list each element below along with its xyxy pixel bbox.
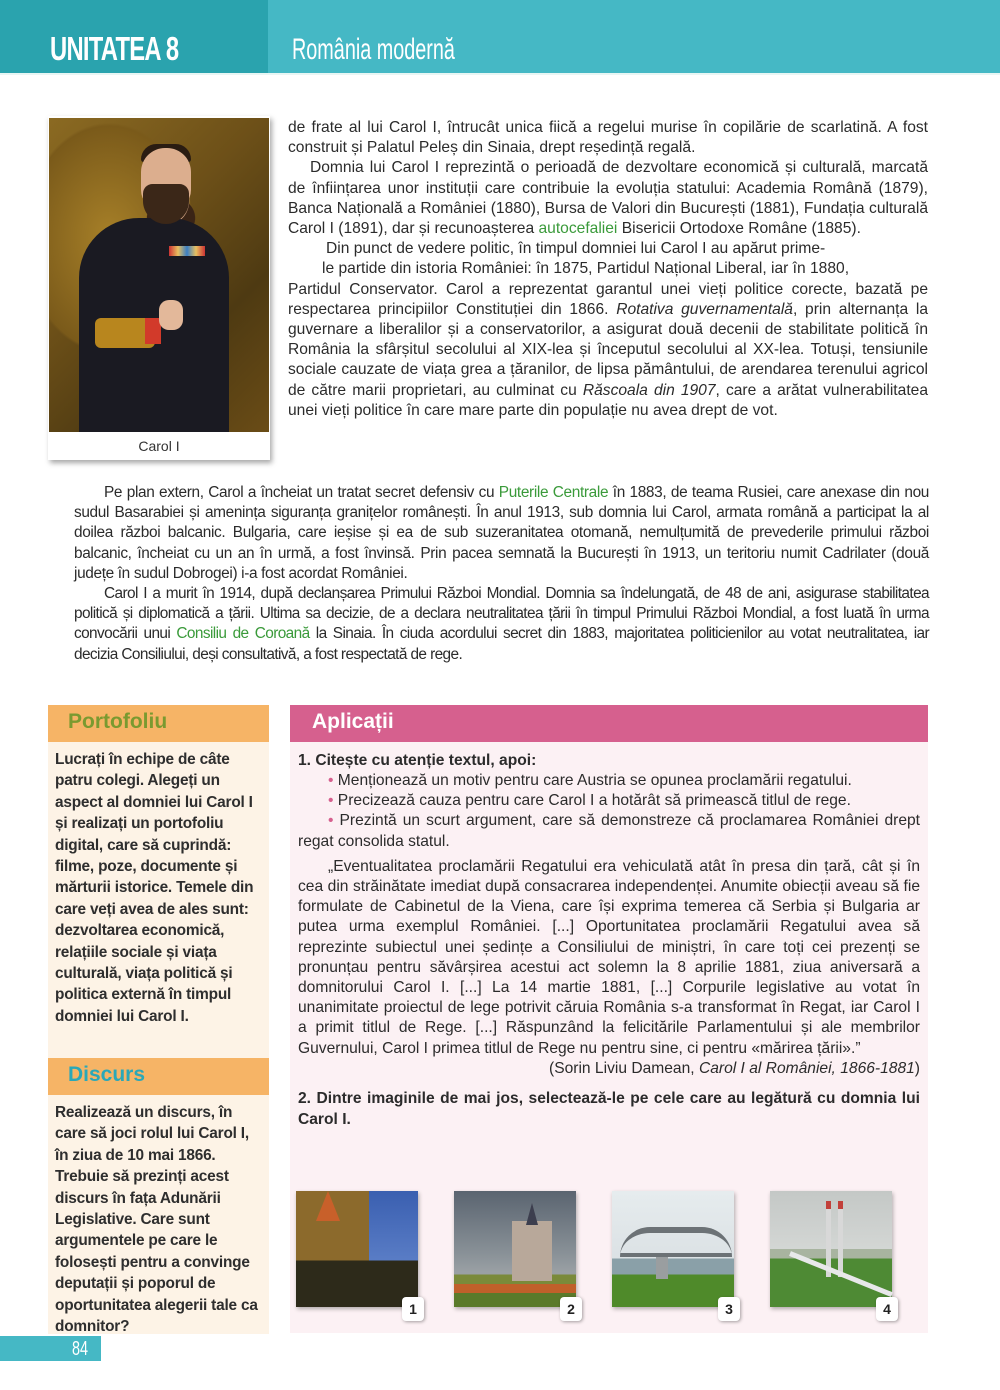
source-quote: „Eventualitatea proclamării Regatului era vehiculată atât în presa din țară, cât și în cea din străinătate imediat după consacrarea independenței. Anumite obiecții aveau să fie formulate de Cabinetul de la Viena, care își exprima temerea că Serbia și Bulgaria ar putea urma exemplul României. [...] Oportunitatea proclamării Regatului avea să reprezinte subiectul unei ședințe a Consiliului de miniștri, în care toți cei prezenți se pronunțau pentru săvârșirea acestui act solemn la 8 aprilie 1881, ziua aniversară a domnitorului Carol I. [...] La 14 martie 1881, [...] Corpurile legislative au votat în unanimitate proiectul de lege potrivit căruia România s-a transformat în Regat, iar Carol I a primit titlul de Rege. [...] Răspunzând la felicitările Parlamentului și ale membrilor Guvernului, Carol I primea titlul de Rege nu pentru sine, ci pentru «mărirea țării».”: [298, 857, 920, 1057]
quote-source-end: ): [914, 1059, 920, 1077]
paragraph-5-text-end: la Sinaia. În ciuda acordului secret din 1883, majoritatea politicienilor au votat neutralitatea, iar decizia Consiliului, deși consultativă, a fost respectată de rege.: [74, 625, 929, 663]
aplicatii-header: [290, 705, 928, 742]
question-2-title: 2. Dintre imaginile de mai jos, selectează-le pe cele care au legătură cu domnia lui Carol I.: [298, 1090, 920, 1129]
paragraph-3-text-mid: , prin alternanța la guvernare a liberalilor și a conservatorilor, a asigurat două decenii de stabilitate politică în România la sfârșitul secolului al XIX-lea și începutul secolului al XX-lea. Totuși, tensiunile sociale cauzate de viața grea a țăranilor, de lipsa pământului, de arendarea terenului agricol de către marii proprietari, au culminat cu: [288, 300, 928, 399]
portofoliu-box: [48, 705, 269, 1059]
question-1-bullet-2: [298, 791, 920, 811]
paragraph-4-text-end: în 1883, de teama Rusiei, care anexase din nou sudul Basarabiei și amenința siguranța granițelor românești. În anul 1913, sub domnia lui Carol, armata română a participat la al doilea război balcanic. Bulgaria, care ieșise și ea de sub suzeranitatea otomană, nemulțumită de prevederile primului război balcanic, încheiat cu un an în urmă, a fost învinsă. Prin pacea semnată la București în 1913, un teritoriu numit Cadrilater (două județe în sudul Dobrogei) i-a fost acordat României.: [74, 484, 929, 582]
paragraph-4-text: Pe plan extern, Carol a încheiat un tratat secret defensiv cu: [104, 484, 499, 501]
paragraph-2: [288, 158, 928, 239]
image-options: [296, 1183, 926, 1323]
term-rascoala: Răscoala din 1907: [582, 381, 716, 399]
castle-photo[interactable]: [296, 1191, 418, 1317]
pier-shape: [656, 1257, 668, 1279]
question-1-bullet-1: [298, 771, 920, 791]
unit-title: UNITATEA 8: [50, 30, 179, 67]
paragraph-2-text-end: Bisericii Ortodoxe Române (1885).: [617, 220, 861, 238]
bullet-text: Precizează cauza pentru care Carol I a hotărât să primească titlul de rege.: [337, 792, 851, 810]
suspension-bridge-photo[interactable]: [770, 1191, 892, 1317]
paragraph-3-line-b-wrap: [288, 259, 928, 279]
topic-banner: [268, 0, 1000, 73]
portrait-painting: [49, 118, 269, 432]
steel-truss-bridge-photo[interactable]: [612, 1191, 734, 1317]
image-number-badge: 4: [876, 1297, 898, 1321]
medals-shape: [169, 246, 205, 256]
paragraph-4: [74, 483, 929, 584]
truss-shape: [620, 1227, 732, 1257]
page-number: 84: [72, 1338, 89, 1360]
paragraph-3-text-end: , care a arătat vulnerabilitatea unei vieți politice în care mare parte din populație nu avea drept de vot.: [288, 381, 928, 419]
paragraph-3-rest: [288, 280, 928, 421]
unit-banner: [0, 0, 268, 73]
paragraph-3: [288, 239, 928, 259]
aplicatii-box: [290, 705, 928, 1333]
main-text-full-width: [74, 483, 929, 665]
topic-title: România modernă: [292, 33, 455, 66]
paragraph-5-text: Carol I a murit în 1914, după declanșarea Primului Război Mondial. Domnia sa îndelungată, de 48 de ani, asigurase stabilitatea politică și diplomatică a țării. Ultima sa decizie, de a declara neutralitatea țării în timpul Primului Război Mondial, a fost luată în urma convocării unui: [74, 585, 929, 643]
main-text-right-column: [288, 118, 928, 421]
page-number-tab: [0, 1336, 101, 1361]
portofoliu-header: [48, 705, 269, 742]
question-1-bullet-3: [298, 811, 920, 851]
aplicatii-body: [290, 742, 928, 1130]
term-autocefaliei: autocefaliei: [538, 220, 618, 238]
quote-source: [298, 1059, 920, 1079]
term-puterile-centrale: Puterile Centrale: [498, 484, 609, 501]
castle-shape: [512, 1221, 552, 1281]
bullet-dot-icon: •: [328, 812, 340, 830]
paragraph-3-line-b: le partide din istoria României: în 1875, Partidul Național Liberal, iar în 1880,: [322, 260, 850, 278]
quote-source-title: Carol I al României, 1866-1881: [698, 1059, 915, 1077]
portrait-caption: Carol I: [138, 438, 180, 454]
portofoliu-body: Lucrați în echipe de câte patru colegi. Alegeți un aspect al domniei lui Carol I și realizați un portofoliu digital, care să cuprindă: filme, poze, documente și mărturii istorice. Temele din care veți avea de ales sunt: dezvoltarea economică, relațiile sociale și viața culturală, viața politică și politica externă în timpul domniei lui Carol I.: [55, 751, 254, 1025]
pylon-shape: [838, 1201, 843, 1277]
quote-source-author: (Sorin Liviu Damean,: [549, 1059, 699, 1077]
paragraph-3-line-a: Din punct de vedere politic, în timpul domniei lui Carol I au apărut prime-: [326, 240, 826, 258]
image-number-badge: 1: [402, 1297, 424, 1321]
peles-castle-photo[interactable]: [454, 1191, 576, 1317]
paragraph-1: de frate al lui Carol I, întrucât unica fiică a regelui murise în copilărie de scarlatină. A fost construit și Palatul Peleș din Sinaia, drept reședință regală.: [288, 119, 928, 157]
bullet-text: Menționează un motiv pentru care Austria se opunea proclamării regatului.: [337, 772, 852, 789]
bullet-dot-icon: •: [328, 772, 338, 789]
bullet-text: Prezintă un scurt argument, care să demonstreze că proclamarea României drept regat consolida statul.: [298, 812, 920, 850]
image-number-badge: 2: [560, 1297, 582, 1321]
portofoliu-title: Portofoliu: [68, 710, 168, 733]
aplicatii-title: Aplicații: [312, 710, 394, 733]
spire-shape: [526, 1203, 538, 1225]
image-number-badge: 3: [718, 1297, 740, 1321]
discurs-box: [48, 1058, 269, 1334]
term-consiliu-de-coroana: Consiliu de Coroană: [176, 625, 310, 643]
question-1-title: 1. Citește cu atenție textul, apoi:: [298, 752, 537, 769]
hand-shape: [159, 300, 183, 330]
paragraph-2-text: Domnia lui Carol I reprezintă o perioadă de dezvoltare economică și culturală, marcată de înființarea unor instituții care contribuie la evoluția statului: Academia Română (1879), Banca Națională a României (1880), Bursa de Valori din București (1881), Fundația culturală Carol I (1891), dar și recunoașterea: [288, 159, 928, 238]
beard-shape: [143, 184, 189, 224]
tower-roof-shape: [316, 1191, 340, 1221]
discurs-body: Realizează un discurs, în care să joci rolul lui Carol I, în ziua de 10 mai 1866. Trebuie să prezinți acest discurs în fața Adunării Legislative. Care sunt argumentele pe care le folosești pentru a convinge deputații și poporul de oportunitatea alegerii tale ca domnitor?: [55, 1104, 258, 1336]
discurs-header: [48, 1058, 269, 1095]
discurs-title: Discurs: [68, 1063, 146, 1086]
header-divider: [0, 73, 1000, 75]
term-rotativa: Rotativa guvernamentală: [616, 300, 793, 318]
portrait-figure: [48, 116, 270, 460]
bullet-dot-icon: •: [328, 792, 338, 810]
paragraph-3-text: Partidul Conservator. Carol a reprezentat garantul unei vieți politice corecte, bazată pe respectarea principiilor Constituției din 1866.: [288, 280, 928, 318]
page-header: [0, 0, 1000, 73]
paragraph-5: [74, 584, 929, 665]
